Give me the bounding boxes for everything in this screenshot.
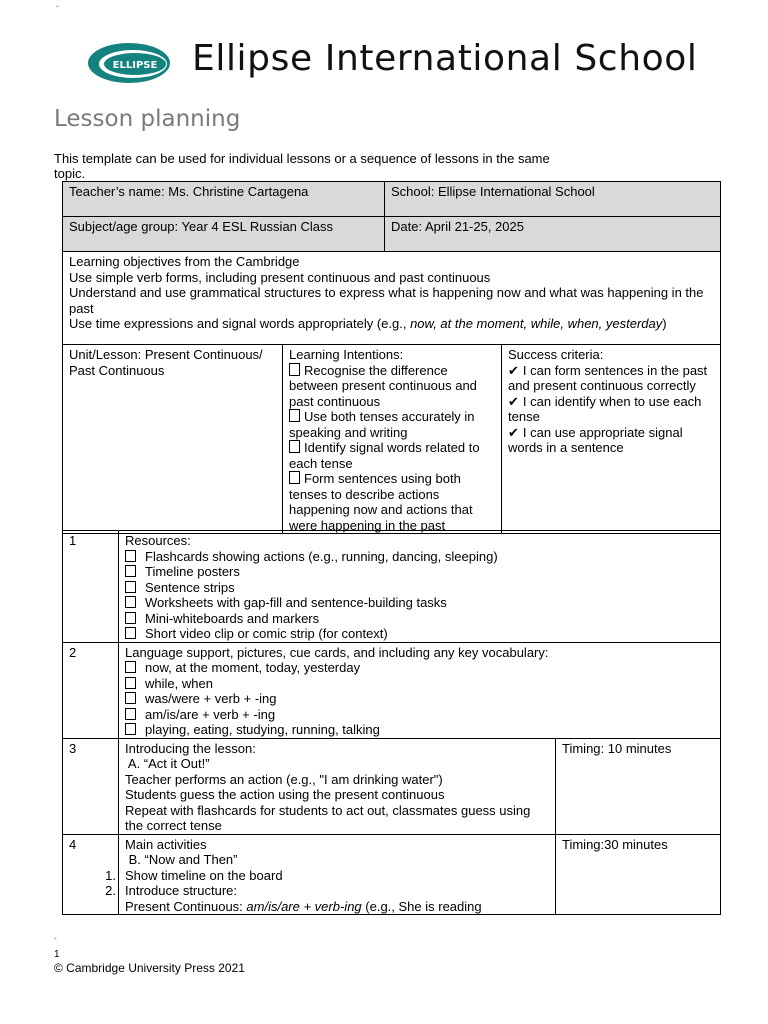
- page-number: 1: [54, 949, 60, 960]
- resource-item: Mini-whiteboards and markers: [125, 611, 714, 627]
- language-support-cell: [119, 642, 721, 738]
- resource-item: Sentence strips: [125, 580, 714, 596]
- success-item: ✔ I can identify when to use each tense: [508, 393, 702, 424]
- activity-title: A. “Act it Out!”: [125, 756, 210, 771]
- checkmark-icon: ✔: [508, 393, 519, 409]
- main-activities-cell: [119, 834, 556, 915]
- vocab-item: playing, eating, studying, running, talking: [125, 722, 714, 738]
- row-number: 3: [63, 738, 119, 834]
- timing-cell: Timing: 10 minutes: [556, 738, 721, 834]
- intention-item: Recognise the difference between present continuous and past continuous: [289, 362, 477, 409]
- activity-line: Repeat with flashcards for students to act out, classmates guess using the correct tense: [125, 802, 531, 833]
- resource-item: Short video clip or comic strip (for context): [125, 626, 714, 642]
- resources-cell: [119, 531, 721, 643]
- checkbox-icon: [125, 708, 136, 720]
- step-text: Show timeline on the board: [125, 867, 283, 883]
- page-title: Lesson planning: [54, 106, 241, 132]
- school-name: Ellipse International School: [192, 38, 698, 79]
- objective-line: Use time expressions and signal words appropriately (e.g., now, at the moment, while, when, yesterday): [69, 316, 667, 331]
- checkbox-icon: [125, 692, 136, 704]
- checkbox-icon: [125, 723, 136, 735]
- checkbox-icon: [125, 661, 136, 673]
- success-criteria: [502, 345, 721, 534]
- intro-text: This template can be used for individual lessons or a sequence of lessons in the same topic.: [54, 151, 550, 181]
- checkbox-icon: [125, 596, 136, 608]
- school-cell: School: Ellipse International School: [385, 182, 721, 217]
- row-number: 1: [63, 531, 119, 643]
- resources-heading: Resources:: [125, 533, 191, 548]
- checkbox-icon: [125, 612, 136, 624]
- ellipse-logo: [86, 40, 172, 86]
- objective-line: Understand and use grammatical structures to express what is happening now and what was happening in the past: [69, 285, 704, 316]
- checkbox-icon: [125, 550, 136, 562]
- checkbox-icon: [125, 627, 136, 639]
- box-icon: [289, 363, 300, 376]
- subject-age-group: Subject/age group: Year 4 ESL Russian Class: [63, 217, 385, 252]
- lesson-stages-table: [62, 530, 721, 915]
- info-table: [62, 181, 721, 345]
- learning-objectives: [63, 252, 721, 345]
- step-number: 1.: [105, 867, 116, 883]
- intro-heading: Introducing the lesson:: [125, 740, 256, 756]
- box-icon: [289, 471, 300, 484]
- page-mark: •: [54, 934, 57, 943]
- row-number: 4 1. 2.: [63, 834, 119, 915]
- vocab-item: was/were + verb + -ing: [125, 691, 714, 707]
- objective-line: Use simple verb forms, including present continuous and past continuous: [69, 269, 491, 285]
- checkbox-icon: [125, 677, 136, 689]
- checkbox-icon: [125, 565, 136, 577]
- step-number: 2.: [105, 883, 116, 898]
- objectives-heading: Learning objectives from the Cambridge: [69, 254, 300, 269]
- success-item: ✔ I can form sentences in the past and present continuous correctly: [508, 362, 708, 393]
- step-text: Introduce structure:: [125, 883, 237, 898]
- teacher-name: Teacher’s name: Ms. Christine Cartagena: [63, 182, 385, 217]
- box-icon: [289, 440, 300, 453]
- intention-item: Identify signal words related to each tense: [289, 440, 480, 471]
- logo-text: ELLIPSE: [112, 60, 158, 71]
- learning-intentions: [283, 345, 502, 534]
- page-mark: •: [56, 2, 59, 11]
- language-heading: Language support, pictures, cue cards, and including any key vocabulary:: [125, 644, 549, 660]
- unit-lesson: Unit/Lesson: Present Continuous/ Past Continuous: [63, 345, 283, 534]
- timing-cell: Timing:30 minutes: [556, 834, 721, 915]
- resource-item: Flashcards showing actions (e.g., running, dancing, sleeping): [125, 549, 714, 565]
- checkmark-icon: ✔: [508, 424, 519, 440]
- activity-title: B. “Now and Then”: [125, 852, 238, 867]
- row-number: 2: [63, 642, 119, 738]
- intentions-heading: Learning Intentions:: [289, 347, 404, 362]
- success-heading: Success criteria:: [508, 347, 604, 362]
- intention-item: Form sentences using both tenses to describe actions happening now and actions that were happening in the past: [289, 471, 473, 533]
- activity-line: Teacher performs an action (e.g., "I am drinking water"): [125, 771, 443, 787]
- structure-line: Present Continuous: am/is/are + verb-ing (e.g., She is reading: [125, 898, 482, 914]
- copyright: © Cambridge University Press 2021: [54, 961, 245, 975]
- date-cell: Date: April 21-25, 2025: [385, 217, 721, 252]
- activity-line: Students guess the action using the present continuous: [125, 787, 445, 802]
- success-item: ✔ I can use appropriate signal words in a sentence: [508, 424, 683, 455]
- checkmark-icon: ✔: [508, 362, 519, 378]
- checkbox-icon: [125, 581, 136, 593]
- resource-item: Timeline posters: [125, 564, 714, 580]
- vocab-item: am/is/are + verb + -ing: [125, 707, 714, 723]
- intention-item: Use both tenses accurately in speaking and writing: [289, 409, 475, 440]
- main-heading: Main activities: [125, 836, 207, 852]
- box-icon: [289, 409, 300, 422]
- vocab-item: now, at the moment, today, yesterday: [125, 660, 714, 676]
- vocab-item: while, when: [125, 676, 714, 692]
- unit-table: [62, 344, 721, 534]
- introduction-cell: [119, 738, 556, 834]
- resource-item: Worksheets with gap-fill and sentence-building tasks: [125, 595, 714, 611]
